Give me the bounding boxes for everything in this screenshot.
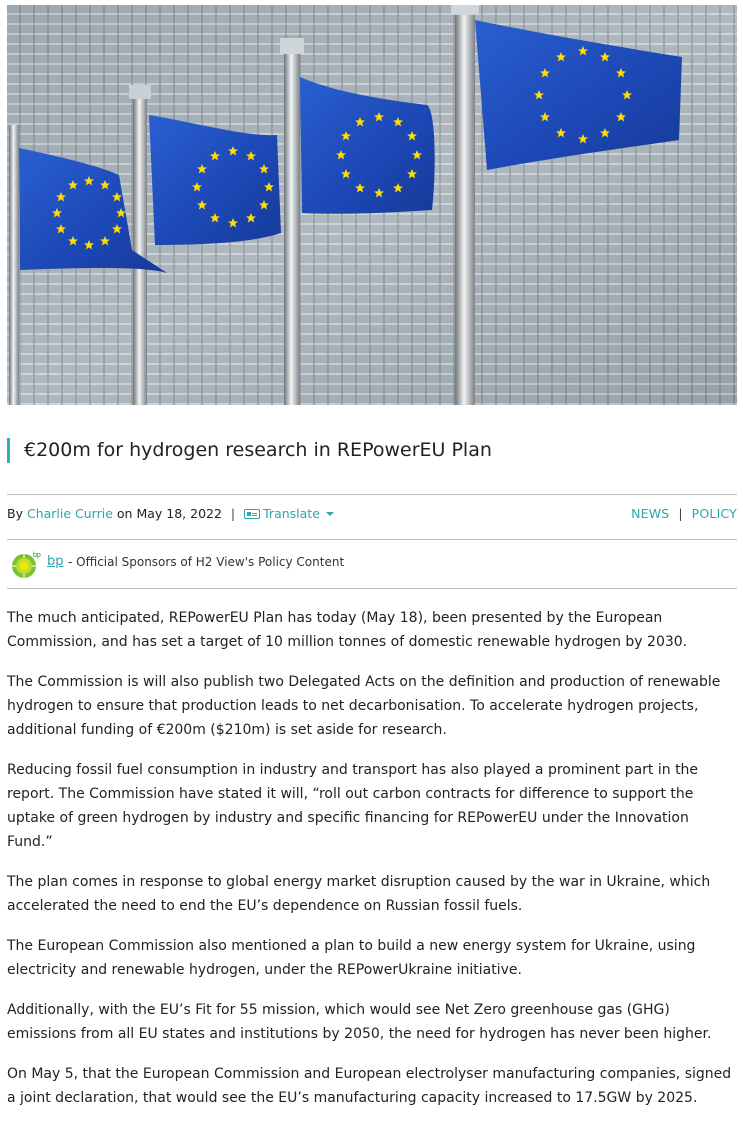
paragraph: The European Commission also mentioned a plan to build a new energy system for Ukraine, using electricity and renewable hydrogen, under the REPowerUkraine initiative.: [7, 938, 696, 978]
byline-by: By: [7, 506, 23, 521]
byline-on: on: [116, 506, 133, 521]
article-title: €200m for hydrogen research in REPowerEU Plan: [24, 439, 492, 461]
category-news-link[interactable]: NEWS: [631, 506, 670, 521]
translate-dropdown[interactable]: [244, 506, 334, 521]
category-links: [631, 505, 737, 523]
paragraph: Reducing fossil fuel consumption in industry and transport has also played a prominent part in the report. The Commission have stated it will, “roll out carbon contracts for difference to support the uptake of green hydrogen by industry and specific financing for REPowerEU under the Innovation Fund.”: [7, 762, 699, 850]
paragraph: The much anticipated, REPowerEU Plan has today (May 18), been presented by the European Commission, and has set a target of 10 million tonnes of domestic renewable hydrogen by 2030.: [7, 610, 688, 650]
publish-date: May 18, 2022: [136, 506, 222, 521]
bp-logo-icon[interactable]: [10, 549, 40, 579]
divider: [7, 588, 737, 589]
translate-label: Translate: [263, 506, 320, 521]
chevron-down-icon: [326, 512, 334, 516]
sponsor-link[interactable]: bp: [47, 554, 64, 569]
paragraph: The plan comes in response to global energy market disruption caused by the war in Ukraine, which accelerated the need to end the EU’s dependence on Russian fossil fuels.: [7, 874, 711, 914]
author-link[interactable]: Charlie Currie: [26, 506, 113, 521]
category-policy-link[interactable]: POLICY: [691, 506, 737, 521]
sponsor-bar: [7, 546, 727, 580]
paragraph: On May 5, that the European Commission and European electrolyser manufacturing companies, signed a joint declaration, that would see the EU’s manufacturing capacity increased to 17.5GW by 2025.: [7, 1066, 732, 1106]
divider: [7, 494, 737, 495]
byline: [7, 505, 334, 523]
paragraph: Additionally, with the EU’s Fit for 55 mission, which would see Net Zero greenhouse gas (GHG) emissions from all EU states and institutions by 2050, the need for hydrogen has never been higher.: [7, 1002, 712, 1042]
paragraph: The Commission is will also publish two Delegated Acts on the definition and production of renewable hydrogen to ensure that production leads to net decarbonisation. To accelerate hydrogen projects, additional funding of €200m ($210m) is set aside for research.: [7, 674, 721, 738]
hero-image: [7, 5, 737, 405]
byline-separator: |: [230, 506, 236, 521]
bp-logo-text: bp: [33, 552, 41, 559]
sponsor-text: - Official Sponsors of H2 View's Policy Content: [68, 555, 345, 569]
category-separator: |: [678, 506, 683, 521]
divider: [7, 539, 737, 540]
translate-icon: [244, 509, 260, 519]
title-accent-bar: [7, 438, 10, 463]
article-body: [7, 606, 737, 1126]
